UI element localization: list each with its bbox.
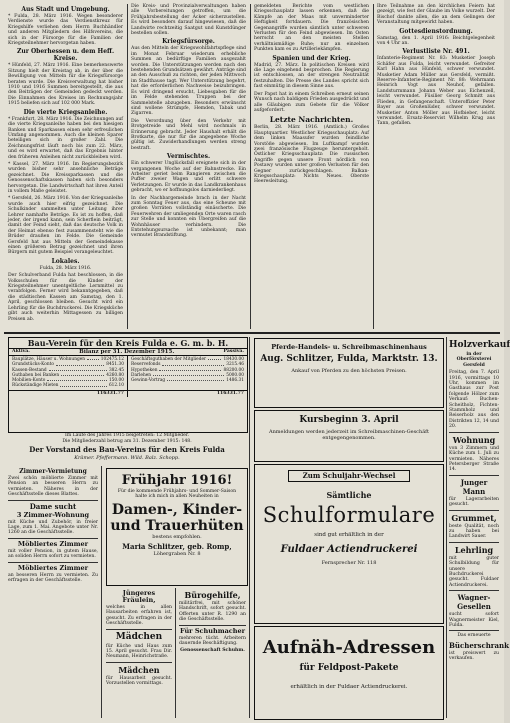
article-paragraph: Der Schulverband Fulda hat beschlossen, in die Volksschulen für die Kinder der Kriegsteilnehmer unentgeltliche Lernmittel zu verabfolgen. Ferner wird bekanntgegeben, daß die städtischen Kassen am Samstag, den 1. April, geschlossen bleiben. Gesucht wird ein Lehrling für die Buchdruckerei. Die Kriegsküche gibt auch weiterhin Mittagessen zu billigen Preisen ab. xyxy=(8,273,123,322)
ad-text: mehreren tücht. Arbeitern dauernde Beschäftigung. xyxy=(179,635,246,647)
balance-row-value: 150.00 xyxy=(108,378,124,384)
section-heading-local: Aus Stadt und Umgebung. xyxy=(21,6,110,13)
column-1 xyxy=(8,4,123,329)
balance-row-label: Hypotheken xyxy=(131,367,158,373)
column-divider xyxy=(446,337,447,718)
ad-heading: Wohnung xyxy=(452,434,496,445)
ad-heading: Dame sucht xyxy=(29,501,77,511)
balance-row-label: Reservefonds xyxy=(131,362,161,368)
ad-kurs xyxy=(254,410,444,462)
balance-row-value: 8451.30 xyxy=(106,362,124,368)
article-paragraph: Die Verordnung über den Verkehr mit Brotgetreide und Mehl wird nochmals in Erinnerung gebracht. Jeder Haushalt erhält die Brotkarte, die nur für die angegebene Woche gültig ist. Zuwiderhandlungen werden streng bestraft. xyxy=(131,118,246,151)
ad-heading: Möbliertes Zimmer xyxy=(17,563,89,572)
balance-row xyxy=(12,383,124,388)
ad-text: welches in allen Hausarbeiten erfahren ist, gesucht. Zu erfragen in der Geschäftsstelle. xyxy=(106,605,172,627)
aktiva-label: Aktiva. xyxy=(12,349,30,354)
article-paragraph: Infanterie-Regiment Nr. 83: Musketier Joseph Schäfer aus Fulda, leicht verwundet. Gefreiter Karl Hahn aus Hünfeld, schwer verwundet. Musketier Adam Müller aus Gersfeld, vermißt. Reserve-Infanterie-Regiment Nr. 88: Wehrmann Heinrich Vogt aus Neuhof, gefallen. Landsturmmann Johann Weber aus Eichenzell, leicht verwundet. Füsilier Georg Schmitt aus Flieden, in Gefangenschaft. Unteroffizier Peter Bayer aus Großenlüder, schwer verwundet. Musketier Anton Möller aus Hofbieber, leicht verwundet. Ersatz-Reservist Wilhelm Krug aus Tann, gefallen. xyxy=(377,56,495,127)
ad-text: mit voller Pension, in gutem Hause, an soliden Herrn sofort zu vermieten. xyxy=(8,548,98,560)
column-divider xyxy=(127,4,128,329)
ad-text: mit guter Schulbildung für unsere Buchdruckerei gesucht. Fuldaer Actiendruckerei. xyxy=(449,555,499,588)
balance-row-value: 18430.00 xyxy=(223,357,244,362)
ad-heading: Bücherschrank xyxy=(449,640,509,650)
balance-note: Im Laufe des Jahres 1915 beigetreten: 12 Mitglieder. xyxy=(65,433,189,438)
column-divider xyxy=(373,4,374,329)
section-heading-church: Gottesdienstordnung. xyxy=(399,27,473,35)
ad-text: sucht sofort Wagnermeister Kiel, Fulda. xyxy=(449,612,499,628)
ad-heading: Zimmer-Vermietung xyxy=(19,468,87,475)
section-heading-casualty-list: Verlustliste Nr. 491. xyxy=(402,48,470,56)
ad-fruehjahr-sub: Für die kommende Frühjahrs- und Sommer-Saison halte ich mich in allen Neuheiten in xyxy=(117,489,237,500)
ad-text: an besseren Herrn zu vermieten. Zu erfragen in der Geschäftsstelle. xyxy=(8,572,98,584)
section-heading-welfare: Kriegsfürsorge. xyxy=(162,38,215,46)
ad-heading: Holzverkauf xyxy=(449,340,510,350)
article-paragraph: In der Nachbargemeinde brach in der Nacht zum Sonntag Feuer aus, das eine Scheune mit großen Vorräten vollständig einäscherte. Die Feuerwehren der umliegenden Orte waren rasch zur Stelle und konnten ein Übergreifen auf die Wohnhäuser verhindern. Die Entstehungsursache ist unbekannt; man vermutet Brandstiftung. xyxy=(131,195,246,239)
balance-row-label: Guthaben bei Banken xyxy=(12,372,60,378)
balance-signers: Krämer. Pfeffermann. Wild. Balz. Schopp. xyxy=(74,455,180,461)
balance-row-value: 102475.12 xyxy=(100,357,124,362)
article-paragraph: Aus den Mitteln der Kriegswohlfahrtspflege sind im Monat Februar wiederum erhebliche Summen an bedürftige Familien ausgezahlt worden. Die Unterstützungen werden nach den bestehenden Grundsätzen gewährt. Anträge sind an den Ausschuß zu richten, der jeden Mittwoch im Stadthause tagt. Wer Unterstützung begehrt, hat die erforderlichen Nachweise beizubringen. Es wird dringend ersucht, Liebesgaben für die im Felde stehenden Truppen bei der Sammelstelle abzugeben. Besonders erwünscht sind wollene Strümpfe, Hemden, Tabak und Zigarren. xyxy=(131,46,246,117)
article-paragraph: Ein schwerer Unglücksfall ereignete sich in der vergangenen Woche auf der Bahnstrecke. Ein Arbeiter geriet beim Rangieren zwischen die Puffer zweier Wagen und erlitt schwere Verletzungen. Er wurde in das Landkrankenhaus gebracht, wo er hoffnungslos darniederliegt. xyxy=(131,161,246,194)
ad-pferde-text: Ankauf von Pferden zu den höchsten Preisen. xyxy=(291,368,407,374)
bau-verein-balance xyxy=(8,337,248,433)
ad-schul-mid: Sämtliche xyxy=(326,490,372,500)
ad-subheading: 3 Zimmer-Wohnung xyxy=(16,510,90,519)
article-paragraph: * Fulda, 28. März 1916. Wegen besonderer Verdienste wurde das Verdienstkreuz für Kriegshilfe verliehen dem Herrn Buchhändler und anderen Mitgliedern des Hilfsvereins, die sich in der Fürsorge für die Familien der Kriegsteilnehmer hervorgetan haben. xyxy=(8,14,123,47)
column-3 xyxy=(254,4,369,329)
article-paragraph: Madrid, 27. März. In politischen Kreisen wird die Lage eingehend besprochen. Die Regierung ist entschlossen, an der strengen Neutralität festzuhalten. Die Presse des Landes spricht sich fast einmütig in diesem Sinne aus. xyxy=(254,62,369,90)
passiva-label: Passiva. xyxy=(223,349,244,354)
ad-text: mit Küche und Zubehör, in freier Lage, zum 1. Mai. Angebote unter Nr. 1260 an die Geschäftsstelle. xyxy=(8,519,98,536)
ad-fruehjahr-title: Frühjahr 1916! xyxy=(121,473,233,488)
passiva-total: 116331.77 xyxy=(216,390,244,396)
section-heading-spain: Spanien und der Krieg. xyxy=(272,54,351,62)
balance-row-value: 612.10 xyxy=(108,383,124,389)
ad-fruehjahr-big: Damen-, Kinder- xyxy=(111,501,243,518)
ad-fruehjahr xyxy=(106,468,248,586)
ad-heading: Jüngeres Fräulein, xyxy=(122,589,156,604)
balance-row-label: Geschäftsguthaben der Mitglieder xyxy=(131,357,207,362)
ad-fruehjahr-address: Löhergraben Nr. 8 xyxy=(153,550,201,557)
ad-schul-tel: Fernsprecher Nr. 118 xyxy=(321,560,377,566)
section-heading-misc: Vermischtes. xyxy=(166,153,211,161)
aktiva-table xyxy=(9,356,128,390)
ad-pferde-name: Aug. Schlitzer, Fulda, Marktstr. 13. xyxy=(260,354,438,364)
ad-text: Freitag, den 7. April 1916, vormittags 10 Uhr, kommen im Gasthaus zur Post folgende Hölzer zum Verkauf: Buchen-Scheitholz, Fichten-Stammholz und Reiserholz aus den Distrikten 12, 14 und 20. xyxy=(449,370,499,430)
balance-row xyxy=(131,378,244,383)
column-4 xyxy=(377,4,495,329)
balance-row-label: Grundstücks-Konto xyxy=(12,362,54,368)
article-paragraph: Die Kreis- und Provinzialverwaltungen haben alle Vorbereitungen getroffen, um die Frühjahrsbestellung der Äcker sicherzustellen. Es wird besonders darauf hingewiesen, daß die Landwirte rechtzeitig Saatgut und Kunstdünger bestellen sollen. xyxy=(131,4,246,37)
ad-subheading: in der Oberförsterei Gersfeld xyxy=(456,352,492,368)
ad-schul-sub: sind gut erhältlich in der xyxy=(314,532,384,538)
ad-heading: Mädchen xyxy=(115,631,163,642)
balance-row-label: Bauplätze, Häuser u. Wohnungen xyxy=(12,357,86,362)
ad-schul-press: Fuldaer Actiendruckerei xyxy=(280,544,418,555)
ad-aufnaeh-foot: erhältlich in der Fuldaer Actiendruckerei. xyxy=(290,684,408,690)
ad-fruehjahr-big: und Trauerhüten xyxy=(110,517,244,534)
balance-row-value: 3215.46 xyxy=(226,362,244,368)
balance-row-label: Mobilien-Konto xyxy=(12,378,46,384)
ad-text: militärfrei, mit schöner Handschrift, sofort gesucht. Offerten unter R. 1290 an die Geschäftsstelle. xyxy=(179,601,246,623)
article-paragraph: Samstag, den 1. April 1916: Beichtgelegenheit von 4 Uhr an. xyxy=(377,35,495,47)
ad-kurs-text: Anmeldungen werden jederzeit im Schreibmaschinen-Geschäft entgegengenommen. xyxy=(268,429,430,441)
balance-row-value: 88200.00 xyxy=(223,367,244,373)
balance-footer: Der Vorstand des Bau-Vereins für den Kreis Fulda xyxy=(29,445,225,454)
balance-row-label: Darlehen xyxy=(131,372,152,378)
ad-aufnaeh-adressen xyxy=(254,626,444,720)
section-heading-region: Zur Oberhessen u. dem Heff. Kreise. xyxy=(16,48,115,63)
ad-schulformulare xyxy=(254,464,444,624)
column-divider xyxy=(249,337,250,718)
ad-schul-big: Schulformulare xyxy=(262,503,436,527)
balance-row-value: 382.45 xyxy=(108,367,124,373)
section-divider xyxy=(4,332,500,334)
column-divider xyxy=(175,588,176,718)
ad-text: für Hausarbeit gesucht. Vorzustellen vormittags. xyxy=(106,675,172,687)
section-heading-war-loan: Die vierte Kriegsanleihe. xyxy=(23,108,108,116)
ad-heading: Grummet, xyxy=(451,512,497,523)
ad-aufnaeh-sub: für Feldpost-Pakete xyxy=(299,663,399,673)
ad-schul-top: Zum Schuljahr-Wechsel xyxy=(288,470,410,482)
column-divider xyxy=(101,466,102,718)
section-heading-lokales: Lokales. xyxy=(51,257,80,265)
ad-text: beste Qualität, noch zu haben bei Landwirt Sauer. xyxy=(449,523,499,540)
balance-row-value: 4260.80 xyxy=(106,372,124,378)
balance-row-value: 1486.31 xyxy=(226,378,244,384)
article-paragraph: Berlin, 28. März 1916. (Amtlich.) Großes Hauptquartier. Westlicher Kriegsschauplatz: Auf dem linken Maasufer wurden feindliche Vorstöße abgewiesen. Im Luftkampf wurden zwei französische Flugzeuge heruntergeholt. Östlicher Kriegsschauplatz: Die russischen Angriffe gegen unsere Front nördlich von Postawy wurden unter großen Verlusten für den Gegner zurückgeschlagen. Balkan-Kriegsschauplatz: Nichts Neues. Oberste Heeresleitung. xyxy=(254,125,369,185)
article-paragraph: * Gersfeld, 26. März 1916. Von der Kriegsanleihe wurde auch hier eifrig gezeichnet. Die Schulkinder sammelten unter Leitung ihrer Lehrer namhafte Beträge. Es ist zu hoffen, daß jeder, der irgend kann, sein Scherflein beiträgt, damit der Feind sieht, daß das deutsche Volk in der Heimat ebenso fest zusammensteht wie die Brüder draußen im Felde. Die Gemeinde Gersfeld hat aus Mitteln der Gemeindekasse einen größeren Betrag gezeichnet und ihren Bürgern mit gutem Beispiel vorangeleuchtet. xyxy=(8,196,123,256)
balance-row-value: 5000.00 xyxy=(226,372,244,378)
balance-subtitle: Bilanz per 31. Dezember 1915. xyxy=(79,349,175,355)
aktiva-total: 116331.77 xyxy=(9,391,128,397)
dateline: Fulda, 28. März 1916. xyxy=(39,265,92,271)
ads-column-left xyxy=(8,466,98,718)
ad-kurs-title: Kursbeginn 3. April xyxy=(299,415,399,425)
ad-heading: Für Schuhmacher xyxy=(179,626,246,635)
ad-text: von 3 Zimmern und Küche zum 1. Juli zu vermieten. Näheres Petersberger Straße 14. xyxy=(449,445,499,473)
passiva-table xyxy=(128,356,247,390)
ad-heading: Wagner-Gesellen xyxy=(457,593,491,612)
ad-subheading: Das erneuerte xyxy=(457,633,491,639)
ad-heading: Lehrling xyxy=(454,544,494,555)
balance-notes xyxy=(8,433,246,444)
balance-note: Die Mitgliederzahl betrug am 31. Dezember 1915: 148. xyxy=(62,438,192,444)
ad-heading: Junger Mann xyxy=(460,477,488,496)
ads-column-right xyxy=(449,338,510,718)
ad-pferde-title: Pferde-Handels- u. Schreibmaschinenhaus xyxy=(271,343,427,351)
ad-text: für Küche und Haus zum 15. April gesucht. Frau Dir. Neumann, Heinrichstraße. xyxy=(106,643,172,660)
ad-text: ist preiswert zu verkaufen. xyxy=(449,650,499,662)
ads-column-mid2 xyxy=(179,588,246,718)
ad-heading: Mädchen xyxy=(118,664,160,675)
article-paragraph: * Kassel, 27. März 1916. Im Regierungsbezirk wurden bisher sehr ansehnliche Beträge gezeichnet. Die Kreissparkassen und die Genossenschaftskassen haben sich besonders hervorgetan. Die Landwirtschaft hat ihren Anteil in vollem Maße geleistet. xyxy=(8,161,123,194)
ad-aufnaeh-big: Aufnäh-Adressen xyxy=(262,637,436,658)
ads-column-mid1 xyxy=(106,588,172,718)
ad-text: für Lagerarbeiten gesucht. xyxy=(449,496,499,508)
ad-heading: Möbliertes Zimmer xyxy=(17,539,89,548)
article-paragraph: gemeldeten Berichte vom westlichen Kriegsschauplatz lassen erkennen, daß die Kämpfe an der Maas mit unverminderter Heftigkeit fortdauern. Die französischen Gegenangriffe wurden sämtlich unter schweren Verlusten für den Feind abgewiesen. Im Osten herrscht an den meisten Stellen verhältnismäßige Ruhe; nur an einzelnen Punkten kam es zu Artilleriekämpfen. xyxy=(254,4,369,53)
article-paragraph: Ihre Teilnahme an den kirchlichen Feiern hat gezeigt, wie fest der Glaube im Volke wurzelt. Der Bischof dankte allen, die an dem Gelingen der Veranstaltung mitgewirkt haben. xyxy=(377,4,495,26)
ad-heading: Bürogehilfe, xyxy=(184,590,241,600)
article-paragraph: * Hünfeld, 27. März 1916. Eine bemerkenswerte Sitzung hielt der Kreistag ab, in der über die Bewilligung von Mitteln für die Kriegsfürsorge beraten wurde. Die Kreisverwaltung hat bisher 1910 und 1916 Summen bereitgestellt, die aus den Beiträgen der Gemeinden gedeckt werden. Die Einnahmen des Kreises im Rechnungsjahr 1915 beliefen sich auf 102 000 Mark. xyxy=(8,63,123,107)
balance-title: Bau-Verein für den Kreis Fulda e. G. m. b. H. xyxy=(9,338,247,349)
ad-text: Zwei schön möblierte Zimmer mit Pension an besseren Herrn zu vermieten. Näheres in der Geschäftsstelle dieses Blattes. xyxy=(8,476,98,498)
column-divider xyxy=(250,4,251,329)
section-heading-latest-news: Letzte Nachrichten. xyxy=(269,115,354,125)
balance-row-label: Rückständige Mieten xyxy=(12,383,59,389)
ad-pferde-handel xyxy=(254,338,444,408)
article-paragraph: * Frankfurt, 28. März 1916. Die Zeichnungen auf die vierte Kriegsanleihe haben bei den hiesigen Banken und Sparkassen einen sehr erfreulichen Umfang angenommen. Auch die kleinen Sparer beteiligen sich in großer Zahl. Die Zeichnungsfrist läuft noch bis zum 22. März, und es wird erwartet, daß das Ergebnis hinter den früheren Anleihen nicht zurückbleiben wird. xyxy=(8,116,123,160)
balance-row-label: Kassen-Bestand xyxy=(12,367,47,373)
ad-fruehjahr-rec: bestens empfohlen. xyxy=(152,533,202,540)
balance-row-label: Gewinn-Vortrag xyxy=(131,378,166,384)
ad-fruehjahr-name: Maria Schlitzer, geb. Romp, xyxy=(122,541,232,551)
column-2 xyxy=(131,4,246,329)
ad-text: Genossenschaft Schuhm. xyxy=(180,648,245,654)
article-paragraph: Der Papst hat in einem Schreiben erneut seinen Wunsch nach baldigem Frieden ausgedrückt und alle Gläubigen zum Gebete für die Völker aufgefordert. xyxy=(254,91,369,113)
